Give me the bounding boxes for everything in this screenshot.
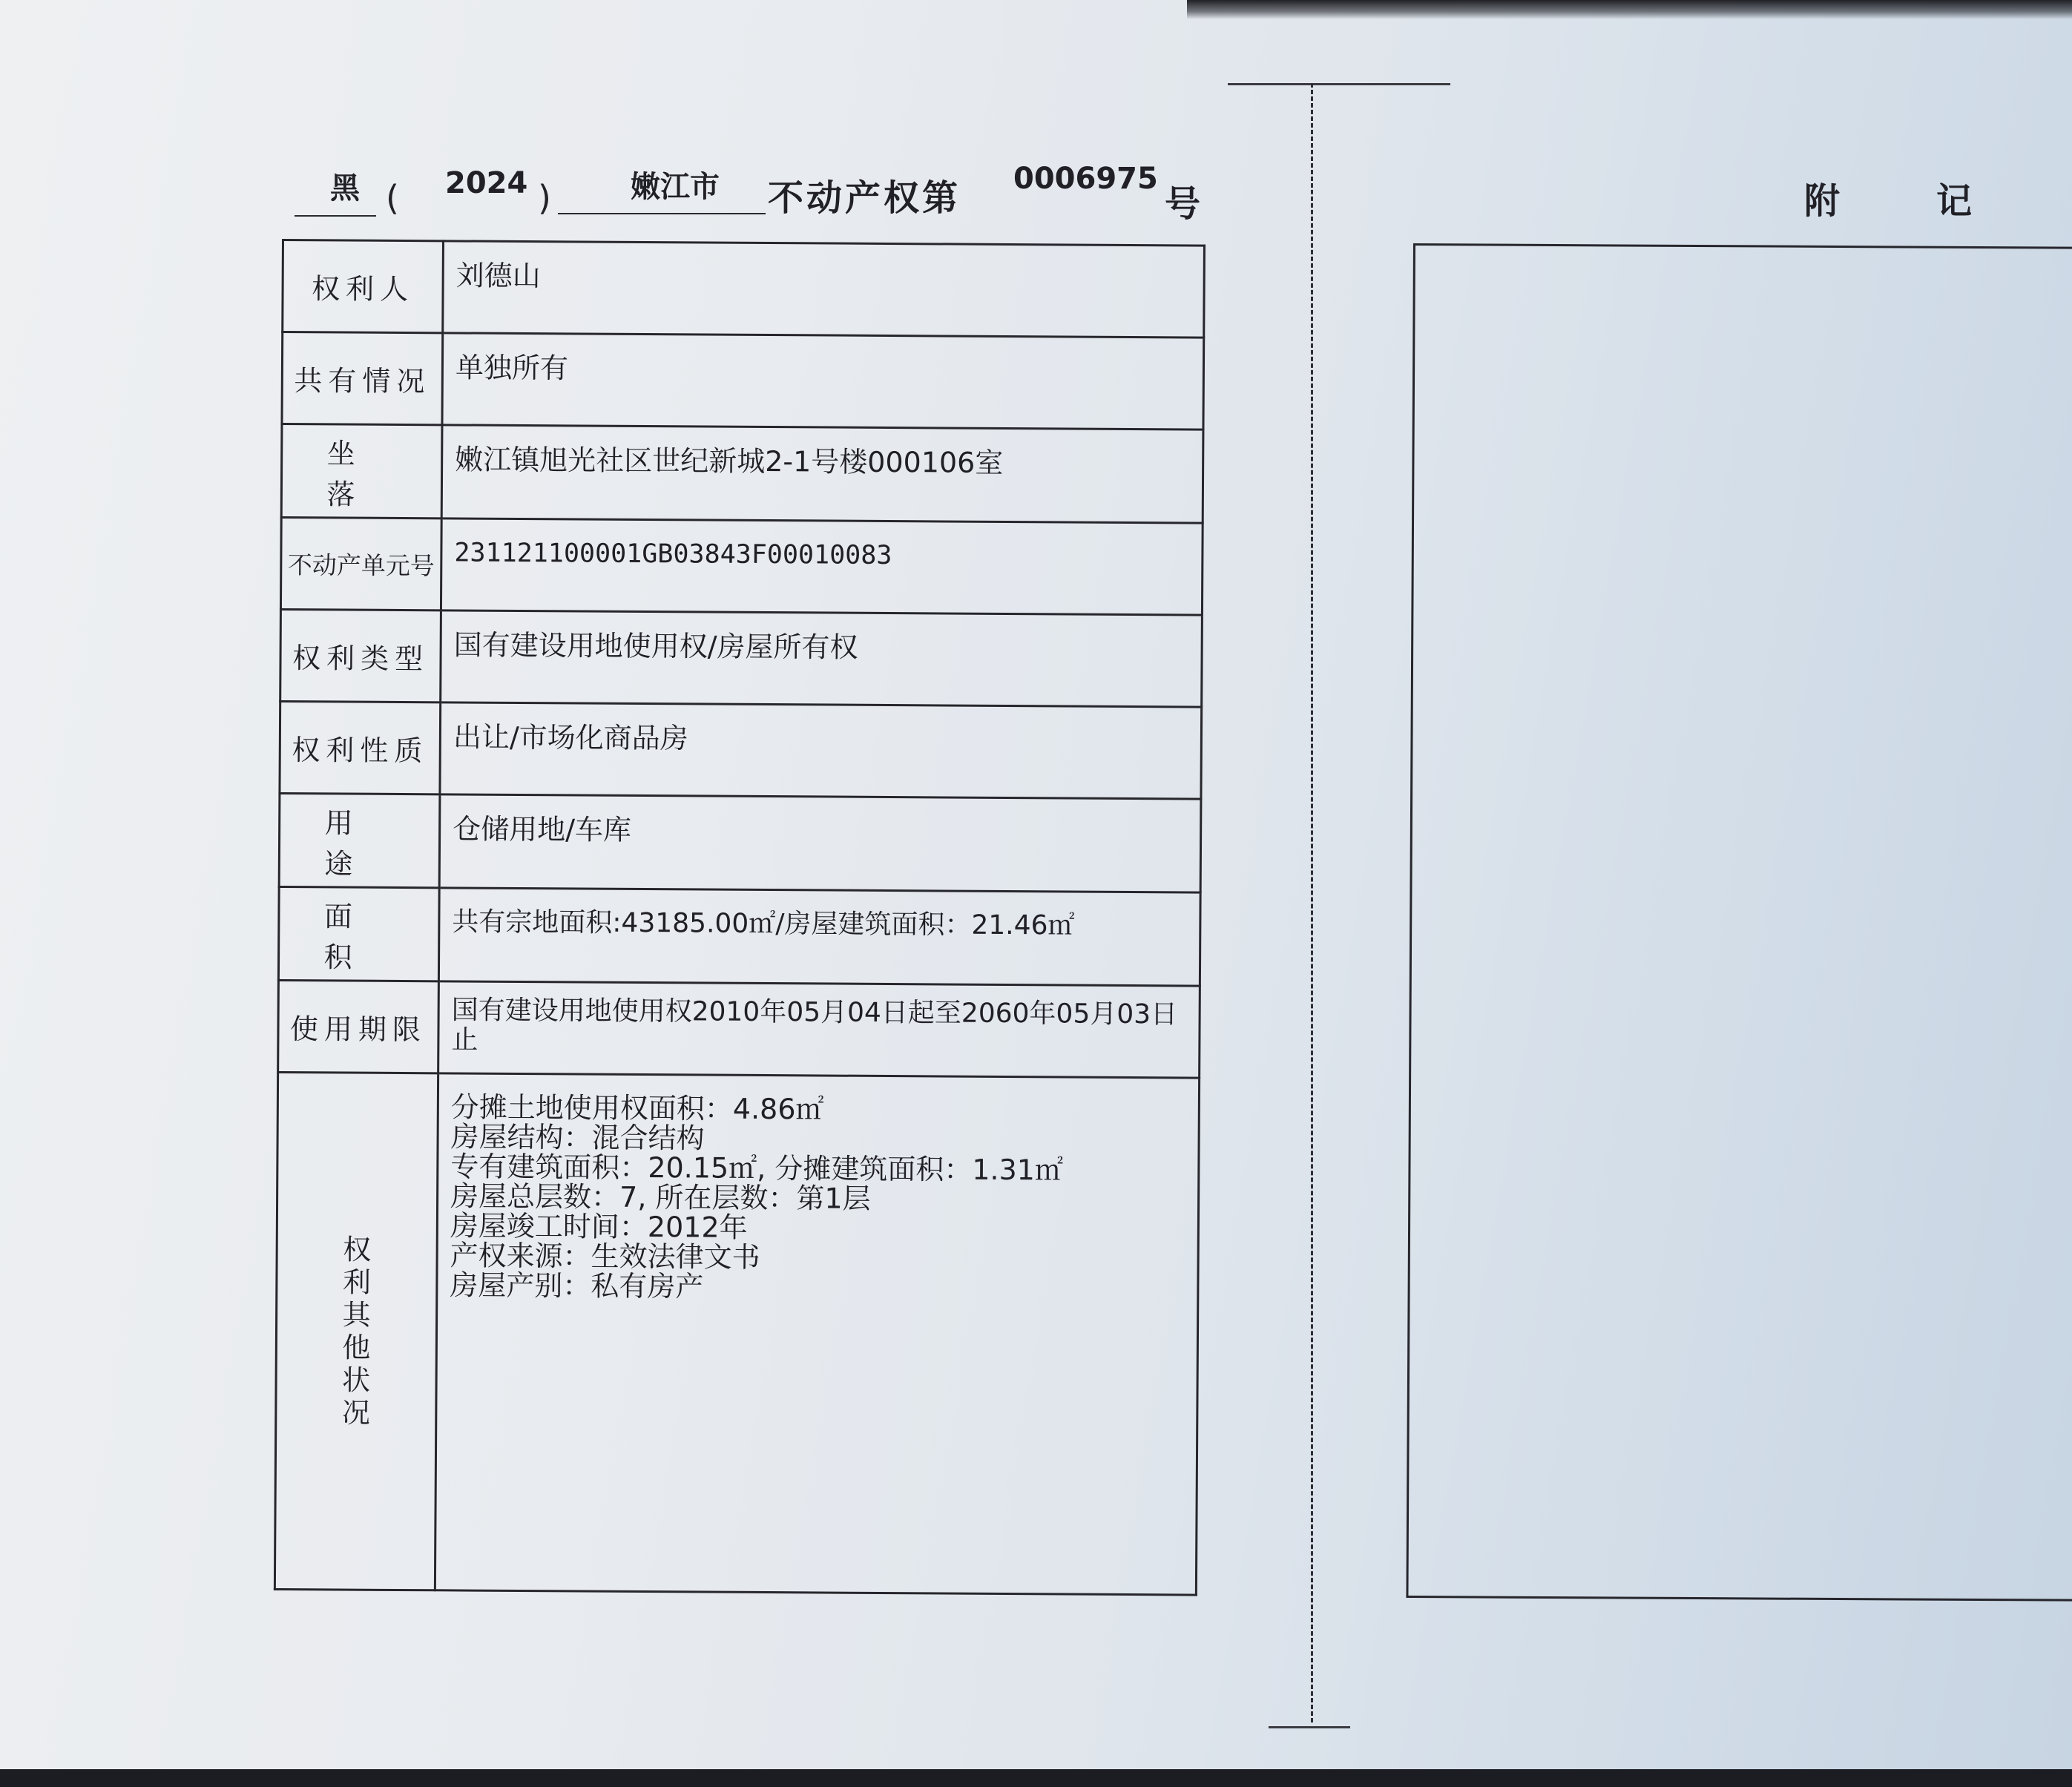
- header-cert-type: 不动产权第: [768, 177, 961, 219]
- table-row: [283, 240, 1205, 338]
- row-label: 权利人: [283, 240, 444, 333]
- row-label: 权利性质: [280, 701, 441, 794]
- note-line: 专有建筑面积：20.15㎡, 分摊建筑面积：1.31㎡: [450, 1150, 1064, 1187]
- header-number: 0006975: [1013, 162, 1158, 196]
- fold-bottom-mark: [1269, 1726, 1350, 1728]
- other-notes: [435, 1073, 1199, 1595]
- table-row: [282, 332, 1204, 430]
- table-row: [280, 609, 1203, 707]
- row-value: 单独所有: [442, 333, 1204, 430]
- table-row: [281, 424, 1203, 524]
- table-row-other: [274, 1072, 1199, 1595]
- fold-line: [1311, 83, 1313, 1722]
- row-value: 国有建设用地使用权2010年05月04日起至2060年05月03日止: [438, 981, 1200, 1078]
- note-line: 房屋竣工时间：2012年: [450, 1209, 748, 1244]
- header-province-underline: [295, 215, 376, 217]
- row-label: 使用期限: [278, 980, 439, 1073]
- note-line: 分摊土地使用权面积：4.86㎡: [450, 1090, 824, 1126]
- note-line: 房屋产别：私有房产: [450, 1268, 704, 1303]
- header-city: 嫩江市: [631, 170, 720, 204]
- header-city-underline: [558, 213, 766, 214]
- header-paren-open: (: [386, 178, 399, 218]
- header-year: 2024: [445, 166, 528, 200]
- note-line: 产权来源：生效法律文书: [450, 1239, 760, 1274]
- note-line: 房屋结构：混合结构: [450, 1120, 705, 1155]
- row-value: 嫩江镇旭光社区世纪新城2-1号楼000106室: [441, 425, 1203, 523]
- table-row: [278, 886, 1200, 986]
- row-label: 权利类型: [280, 609, 441, 702]
- row-label: 不动产单元号: [280, 518, 441, 611]
- table-row: [278, 980, 1200, 1078]
- appendix-box: [1406, 243, 2072, 1602]
- row-value: 国有建设用地使用权/房屋所有权: [441, 611, 1203, 707]
- appendix-title-2: 记: [1936, 180, 1973, 222]
- appendix-title-1: 附: [1804, 180, 1841, 222]
- header-province: 黑: [330, 171, 360, 205]
- row-value: 出让/市场化商品房: [440, 702, 1202, 799]
- row-value: 刘德山: [443, 241, 1205, 338]
- row-value: 仓储用地/车库: [439, 794, 1201, 892]
- row-value: 共有宗地面积:43185.00㎡/房屋建筑面积：21.46㎡: [438, 888, 1200, 986]
- table-row: [279, 793, 1201, 892]
- row-label: 共有情况: [282, 332, 443, 425]
- table-row: [280, 701, 1202, 799]
- table-row: [280, 518, 1203, 616]
- other-label-cell: [274, 1072, 438, 1590]
- other-label: 权 利 其 他 状 况: [341, 1233, 372, 1429]
- header-suffix: 号: [1165, 183, 1204, 225]
- row-label: 坐落: [281, 424, 442, 519]
- top-edge-shadow: [1187, 0, 2072, 19]
- row-value: 231121100001GB03843F00010083: [441, 519, 1203, 615]
- row-label: 面积: [278, 886, 439, 981]
- property-table: [274, 239, 1206, 1596]
- fold-top-mark: [1228, 83, 1450, 85]
- header-paren-close: ): [538, 178, 551, 218]
- note-line: 房屋总层数：7, 所在层数：第1层: [450, 1179, 871, 1215]
- row-label: 用途: [279, 793, 440, 887]
